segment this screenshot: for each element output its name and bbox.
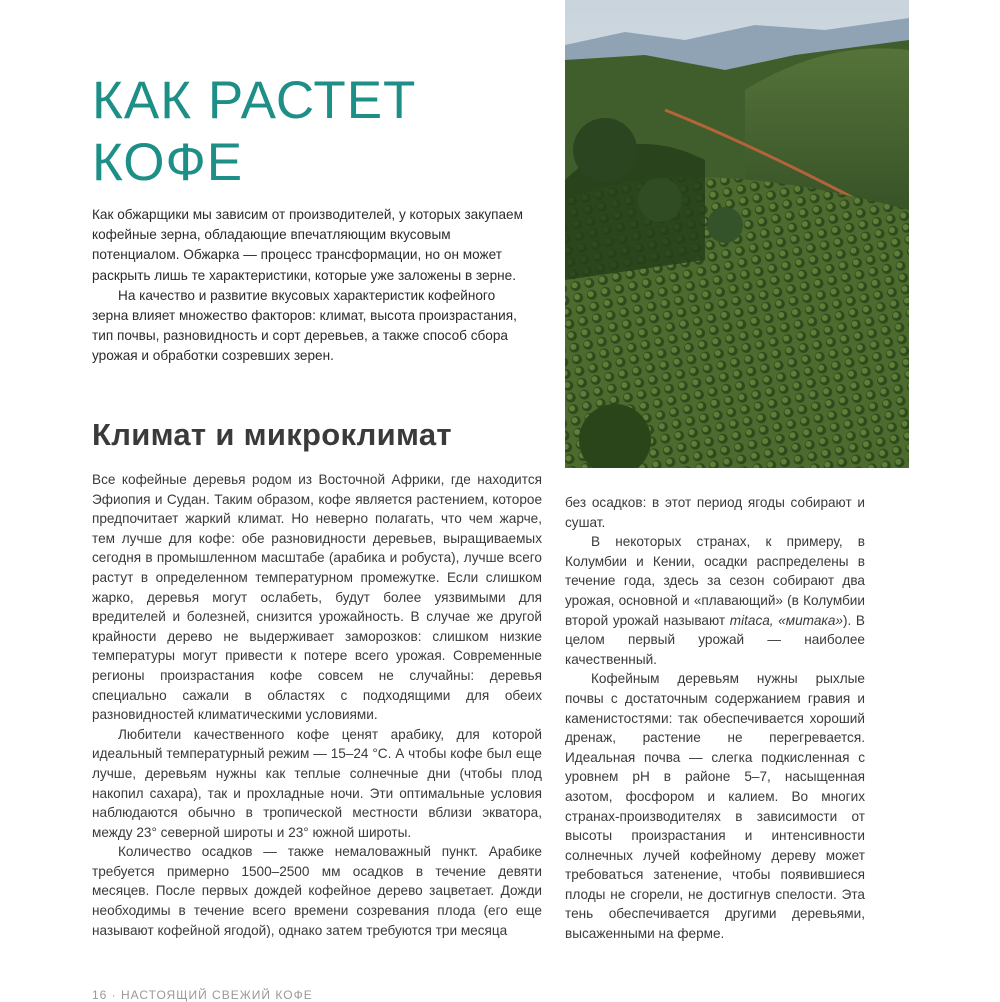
intro-text xyxy=(92,205,532,367)
page-title-line-1: КАК РАСТЕТ xyxy=(92,71,417,130)
body-paragraph: Любители качественного кофе ценят арабику, для которой идеальный температурный режим — 15–24 °С. А чтобы кофе был еще лучше, деревьям нужны как теплые солнечные дни (чтобы плод накопил сахара), так и прохладные ночи. Эти оптимальные условия наблюдаются обычно в тропической местности вблизи экватора, между 23° северной широты и 23° южной широты. xyxy=(92,726,542,840)
plantation-illustration xyxy=(565,0,909,468)
body-paragraph xyxy=(565,532,865,669)
coffee-plantation-photo xyxy=(565,0,909,468)
body-paragraph: Кофейным деревьям нужны рыхлые почвы с достаточным содержанием гравия и каменистостями: так обеспечивается хороший дренаж, растение не перегревается. Идеальная почва — слегка подкисленная с уровнем pH в районе 5–7, насыщенная азотом, фосфором и калием. Во многих странах-производителях в зависимости от высоты произрастания и интенсивности солнечных лучей кофейному дереву может требоваться затенение, чтобы появившиеся плоды не сгорели, не достигнув спелости. Эта тень обеспечивается другими деревьями, высаженными на ферме. xyxy=(565,671,865,942)
page-title-line-2: КОФЕ xyxy=(92,133,244,192)
emphasis-term: mitaca, «митака» xyxy=(729,612,843,628)
body-column-right xyxy=(565,493,865,944)
page-title xyxy=(92,70,492,194)
text-segment: ). В целом первый урожай — наиболее качественный. xyxy=(565,612,865,667)
body-paragraph: Все кофейные деревья родом из Восточной Африки, где находится Эфиопия и Судан. Таким образом, кофе является растением, которое предпочитает жаркий климат. Но неверно полагать, что чем жарче, тем лучше для кофе: обе разновидности деревьев, выращиваемых сегодня в промышленном масштабе (арабика и робуста), лучше всего растут в определенном температурном промежутке. Если слишком жарко, деревья могут ослабеть, будут более уязвимыми для вредителей и болезней, снизится урожайность. В случае же другой крайности дерево не выдерживает заморозков: слишком низкие температуры могут привести к потере всего урожая. Современные регионы произрастания кофе совсем не случайны: деревья специально сажали в областях с подходящими для обеих разновидностей климатическими условиями. xyxy=(92,472,542,723)
body-paragraph: Количество осадков — также немаловажный пункт. Арабике требуется примерно 1500–2500 мм осадков в течение девяти месяцев. После первых дождей кофейное дерево зацветает. Дожди необходимы в течение всего времени созревания плода (его еще называют кофейной ягодой), однако затем требуются три месяца xyxy=(92,844,542,938)
page-footer: 16 · НАСТОЯЩИЙ СВЕЖИЙ КОФЕ xyxy=(92,988,313,1002)
body-paragraph: без осадков: в этот период ягоды собирают и сушат. xyxy=(565,495,865,530)
section-heading: Климат и микроклимат xyxy=(92,417,452,452)
intro-paragraph: На качество и развитие вкусовых характеристик кофейного зерна влияет множество факторов: климат, высота произрастания, тип почвы, разновидность и сорт деревьев, а также способ сбора урожая и обработки созревших зерен. xyxy=(92,287,517,364)
body-column-left xyxy=(92,470,542,940)
text-segment: В некоторых странах, к примеру, в Колумбии и Кении, осадки распределены в течение года, здесь за сезон собирают два урожая, основной и «плавающий» (в Колумбии второй урожай называют xyxy=(565,534,865,628)
intro-paragraph: Как обжарщики мы зависим от производителей, у которых закупаем кофейные зерна, обладающие впечатляющим вкусовым потенциалом. Обжарка — процесс трансформации, но он может раскрыть лишь те характеристики, которые уже заложены в зерне. xyxy=(92,207,523,283)
